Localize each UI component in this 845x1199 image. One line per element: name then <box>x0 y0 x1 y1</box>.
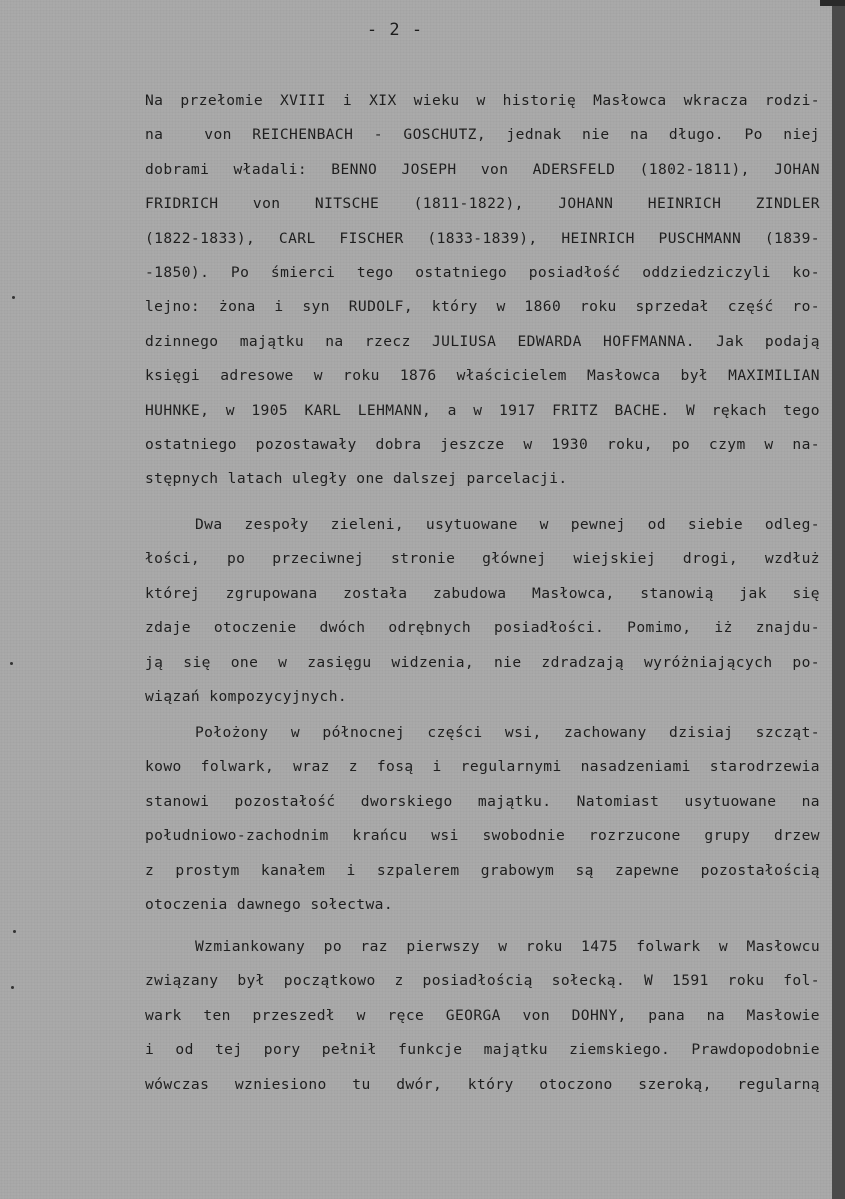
scan-speck <box>12 296 15 299</box>
text-line: której zgrupowana została zabudowa Masłowca, stanowią jak się <box>145 584 820 602</box>
text-line: HUHNKE, w 1905 KARL LEHMANN, a w 1917 FRITZ BACHE. W rękach tego <box>145 401 820 419</box>
text-line: stępnych latach uległy one dalszej parcelacji. <box>145 470 568 488</box>
text-line: wark ten przeszedł w ręce GEORGA von DOHNY, pana na Masłowie <box>145 1006 820 1024</box>
paragraph <box>145 930 820 1102</box>
text-line: kowo folwark, wraz z fosą i regularnymi nasadzeniami starodrzewia <box>145 758 820 776</box>
text-line: na von REICHENBACH - GOSCHUTZ, jednak nie na długo. Po niej <box>145 126 820 144</box>
scan-edge-shadow <box>832 0 845 1199</box>
text-line: dobrami władali: BENNO JOSEPH von ADERSFELD (1802-1811), JOHAN <box>145 160 820 178</box>
paragraph <box>145 508 820 714</box>
paragraph <box>145 716 820 922</box>
scan-speck <box>13 930 16 933</box>
text-line: związany był początkowo z posiadłością sołecką. W 1591 roku fol- <box>145 972 820 990</box>
scan-speck <box>10 662 13 665</box>
scan-corner-shadow <box>820 0 845 6</box>
scan-speck <box>11 986 14 989</box>
text-line: księgi adresowe w roku 1876 właścicielem Masłowca był MAXIMILIAN <box>145 367 820 385</box>
text-line: otoczenia dawnego sołectwa. <box>145 895 394 913</box>
text-line: (1822-1833), CARL FISCHER (1833-1839), HEINRICH PUSCHMANN (1839- <box>145 229 820 247</box>
text-line: zdaje otoczenie dwóch odrębnych posiadłości. Pomimo, iż znajdu- <box>145 619 820 637</box>
text-line: wówczas wzniesiono tu dwór, który otoczono szeroką, regularną <box>145 1075 820 1093</box>
text-line: lejno: żona i syn RUDOLF, który w 1860 roku sprzedał część ro- <box>145 298 820 316</box>
text-line: łości, po przeciwnej stronie głównej wiejskiej drogi, wzdłuż <box>145 550 820 568</box>
text-line: ostatniego pozostawały dobra jeszcze w 1930 roku, po czym w na- <box>145 435 820 453</box>
text-line: FRIDRICH von NITSCHE (1811-1822), JOHANN HEINRICH ZINDLER <box>145 195 820 213</box>
text-line: i od tej pory pełnił funkcje majątku ziemskiego. Prawdopodobnie <box>145 1041 820 1059</box>
text-line: Dwa zespoły zieleni, usytuowane w pewnej od siebie odleg- <box>195 516 820 533</box>
page-number: - 2 - <box>366 20 424 40</box>
text-line: stanowi pozostałość dworskiego majątku. Natomiast usytuowane na <box>145 792 820 810</box>
text-line: dzinnego majątku na rzecz JULIUSA EDWARDA HOFFMANNA. Jak podają <box>145 332 820 350</box>
text-line: wiązań kompozycyjnych. <box>145 687 348 705</box>
text-line: ją się one w zasięgu widzenia, nie zdradzają wyróżniających po- <box>145 653 820 671</box>
text-line: Położony w północnej części wsi, zachowany dzisiaj szcząt- <box>195 724 820 741</box>
text-line: Wzmiankowany po raz pierwszy w roku 1475 folwark w Masłowcu <box>195 938 820 955</box>
text-line: -1850). Po śmierci tego ostatniego posiadłość oddziedziczyli ko- <box>145 263 820 281</box>
text-line: z prostym kanałem i szpalerem grabowym są zapewne pozostałością <box>145 861 820 879</box>
text-line: Na przełomie XVIII i XIX wieku w historię Masłowca wkracza rodzi- <box>145 92 820 109</box>
text-line: południowo-zachodnim krańcu wsi swobodnie rozrzucone grupy drzew <box>145 827 820 845</box>
paragraph <box>145 84 820 497</box>
